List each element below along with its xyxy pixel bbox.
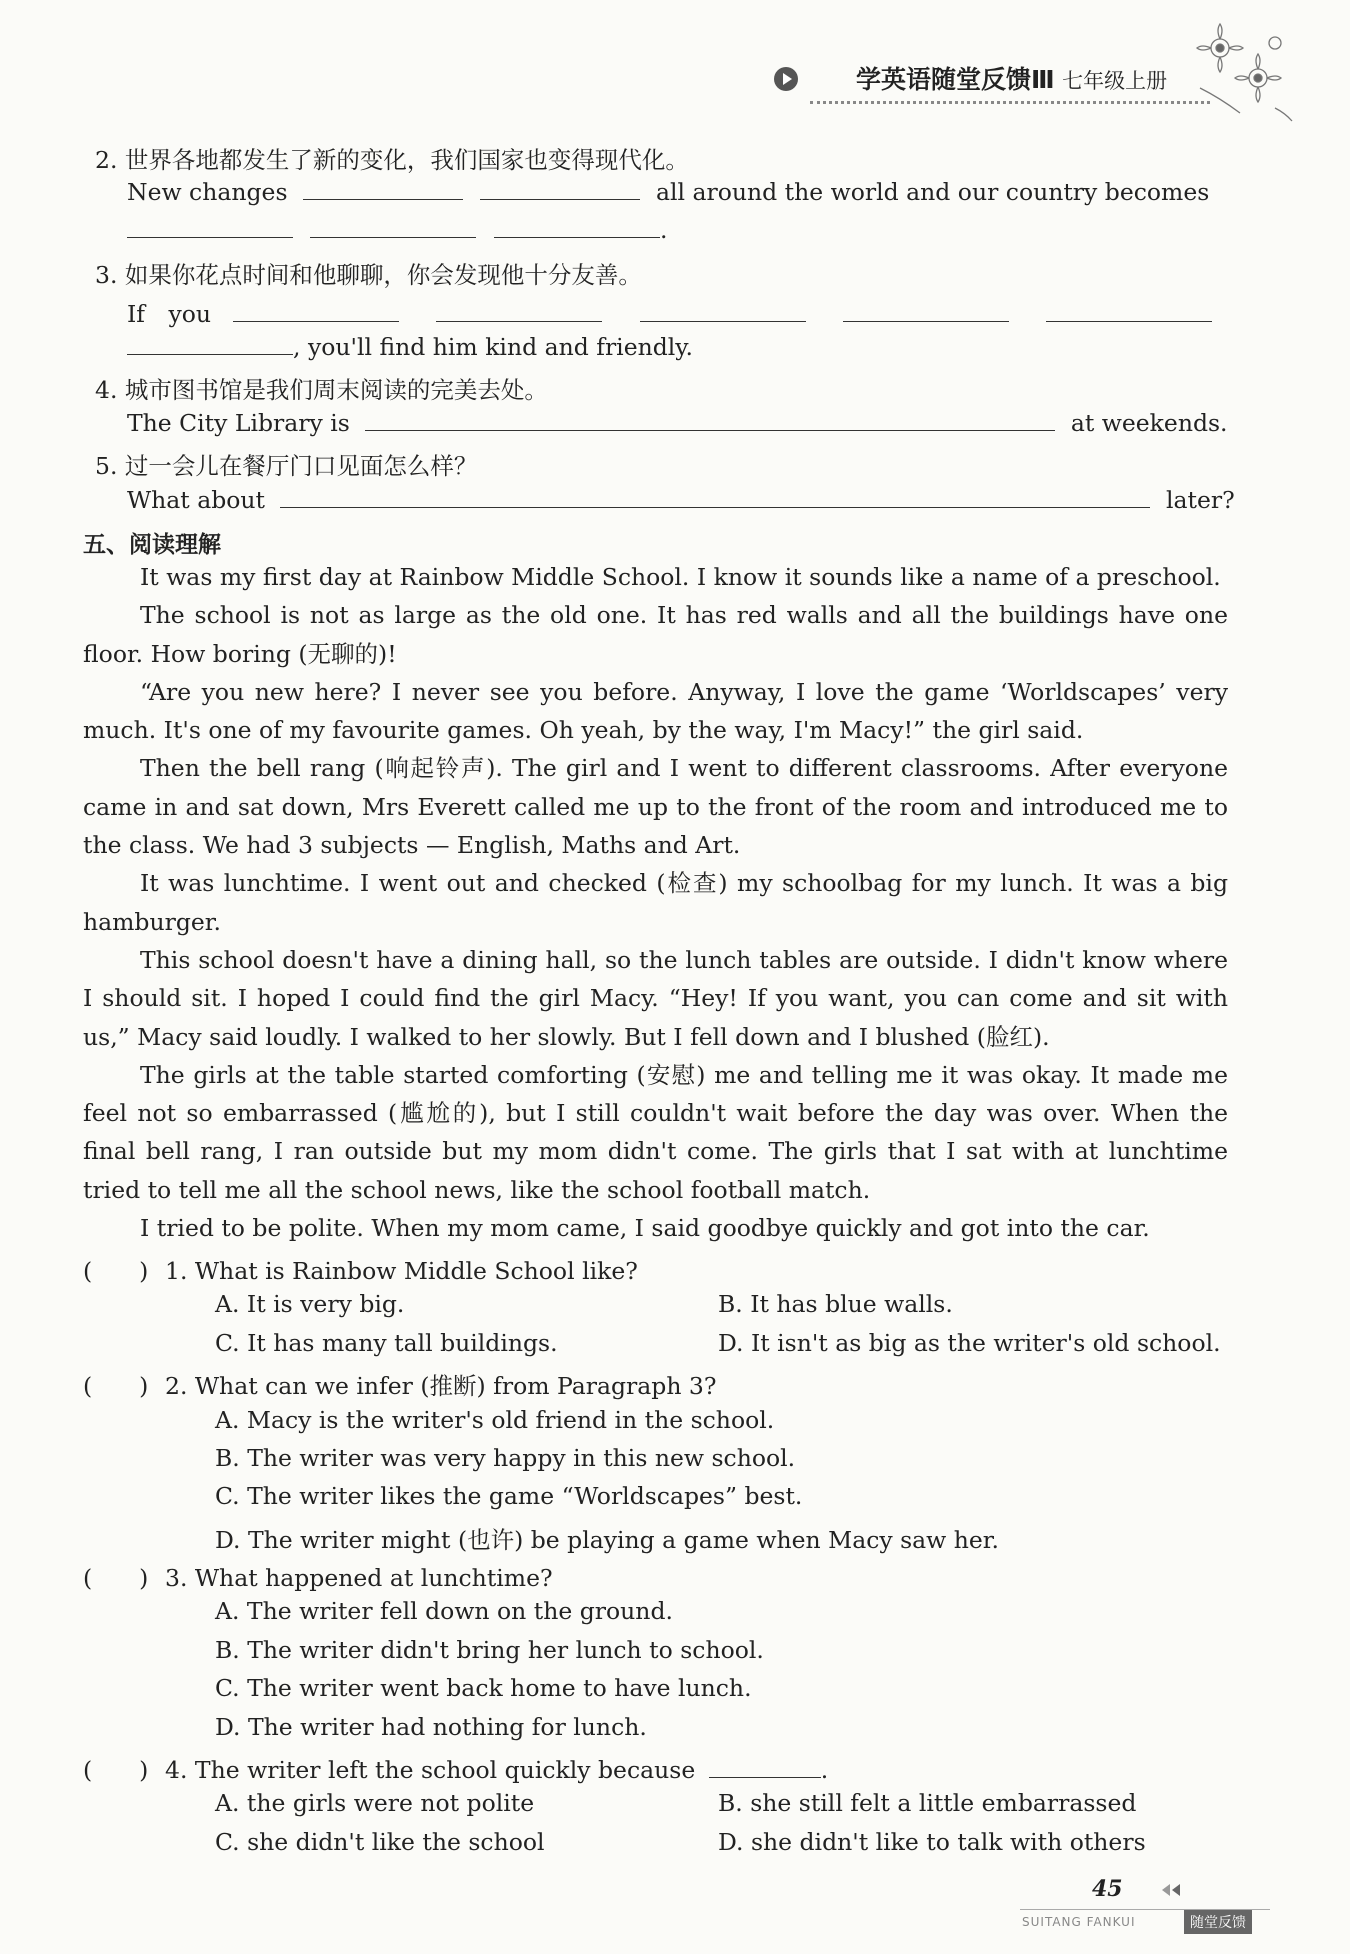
question-number: 3. [165,1564,188,1592]
brand-pinyin: SUITANG FANKUI [1022,1915,1136,1929]
answer-blank[interactable] [843,301,1009,322]
answer-blank[interactable] [436,301,602,322]
passage-paragraph: It was lunchtime. I went out and checked (检查) my schoolbag for my lunch. It was a big hamburger. [83,869,1228,936]
question-chinese: 过一会儿在餐厅门口见面怎么样？ [124,452,478,480]
answer-parentheses[interactable]: ( ) [83,1372,149,1400]
option-c[interactable]: C. she didn't like the school [215,1828,545,1856]
answer-blank[interactable] [280,487,1150,508]
passage-paragraph: The school is not as large as the old one. It has red walls and all the buildings have one floor. How boring (无聊的)! [83,601,1228,668]
option-b[interactable]: B. The writer was very happy in this new school. [215,1444,796,1472]
answer-parentheses[interactable]: ( ) [83,1564,149,1592]
sentence-start: The City Library is [127,409,350,437]
page-number: 45 [1092,1876,1123,1902]
sentence-start: If you [127,300,212,328]
sentence-end: later? [1165,486,1235,514]
option-c[interactable]: C. The writer went back home to have lunch. [215,1674,752,1702]
option-d[interactable]: D. she didn't like to talk with others [718,1828,1146,1856]
option-d[interactable]: D. It isn't as big as the writer's old school. [718,1329,1221,1357]
answer-blank[interactable] [127,217,293,238]
answer-blank[interactable] [494,217,660,238]
book-grade: 七年级上册 [1062,69,1168,93]
section-title: 五、阅读理解 [83,532,221,558]
question-chinese: 城市图书馆是我们周末阅读的完美去处。 [124,376,548,404]
double-arrow-icon [1158,1884,1182,1896]
answer-blank[interactable] [310,217,476,238]
option-a[interactable]: A. It is very big. [215,1290,405,1318]
question-number: 1. [165,1257,188,1285]
answer-blank[interactable] [480,179,640,200]
answer-blank[interactable] [365,410,1055,431]
reading-passage [83,558,1228,1247]
option-c[interactable]: C. It has many tall buildings. [215,1329,558,1357]
question-end: . [820,1756,829,1784]
question-number: 4. [165,1756,188,1784]
passage-paragraph: The girls at the table started comforting (安慰) me and telling me it was okay. It made me feel not so embarrassed (尴尬的), but I still couldn't wait before the day was over. When the final bell rang, I ran outside but my mom didn't come. The girls that I sat with at lunchtime tried to tell me all the school news, like the school football match. [83,1060,1228,1204]
option-d[interactable]: D. The writer might (也许) be playing a game when Macy saw her. [215,1526,999,1554]
option-b[interactable]: B. The writer didn't bring her lunch to school. [215,1636,764,1664]
question-text: The writer left the school quickly because [194,1756,696,1784]
answer-blank[interactable] [709,1757,821,1778]
answer-parentheses[interactable]: ( ) [83,1756,149,1784]
option-d[interactable]: D. The writer had nothing for lunch. [215,1713,647,1741]
answer-blank[interactable] [303,179,463,200]
play-icon [773,66,799,92]
question-text: What happened at lunchtime? [194,1564,553,1592]
question-chinese: 如果你花点时间和他聊聊，你会发现他十分友善。 [124,261,642,289]
header-dotted-rule [810,101,1210,104]
question-number: 2. [95,146,118,174]
passage-paragraph: I tried to be polite. When my mom came, I said goodbye quickly and got into the car. [140,1214,1150,1243]
question-number: 2. [165,1372,188,1400]
option-c[interactable]: C. The writer likes the game “Worldscapes” best. [215,1482,803,1510]
passage-paragraph: Then the bell rang (响起铃声). The girl and I went to different classrooms. After everyone came in and sat down, Mrs Everett called me up to the front of the room and introduced me to the class. We had 3 subjects — English, Maths and Art. [83,754,1228,860]
sentence-middle: all around the world and our country becomes [655,178,1210,206]
sentence-end: , you'll find him kind and friendly. [293,333,693,361]
answer-blank[interactable] [127,334,293,355]
answer-parentheses[interactable]: ( ) [83,1257,149,1285]
answer-blank[interactable] [1046,301,1212,322]
sentence-end: at weekends. [1070,409,1228,437]
sentence-start: What about [127,486,265,514]
book-volume: Ⅲ [1031,65,1055,94]
sentence-start: New changes [127,178,288,206]
flower-decoration-icon [1180,18,1300,128]
question-number: 3. [95,261,118,289]
option-a[interactable]: A. Macy is the writer's old friend in the school. [215,1406,775,1434]
option-b[interactable]: B. she still felt a little embarrassed [718,1789,1137,1817]
option-a[interactable]: A. The writer fell down on the ground. [215,1597,673,1625]
question-number: 4. [95,376,118,404]
passage-paragraph: This school doesn't have a dining hall, so the lunch tables are outside. I didn't know where I should sit. I hoped I could find the girl Macy. “Hey! If you want, you can come and sit with us,” Macy said loudly. I walked to her slowly. But I fell down and I blushed (脸红). [83,945,1228,1051]
answer-blank[interactable] [640,301,806,322]
book-title: 学英语随堂反馈 [856,65,1032,94]
passage-paragraph: It was my first day at Rainbow Middle School. I know it sounds like a name of a preschool. [140,563,1221,591]
brand-chinese: 随堂反馈 [1184,1910,1252,1934]
question-text: What is Rainbow Middle School like? [194,1257,638,1285]
option-b[interactable]: B. It has blue walls. [718,1290,953,1318]
option-a[interactable]: A. the girls were not polite [215,1789,535,1817]
answer-blank[interactable] [233,301,399,322]
sentence-end: . [659,216,668,244]
passage-paragraph: “Are you new here? I never see you before. Anyway, I love the game ‘Worldscapes’ very much. It's one of my favourite games. Oh yeah, by the way, I'm Macy!” the girl said. [83,677,1228,745]
question-number: 5. [95,452,118,480]
question-text: What can we infer (推断) from Paragraph 3? [194,1372,717,1400]
question-chinese: 世界各地都发生了新的变化，我们国家也变得现代化。 [124,146,689,174]
